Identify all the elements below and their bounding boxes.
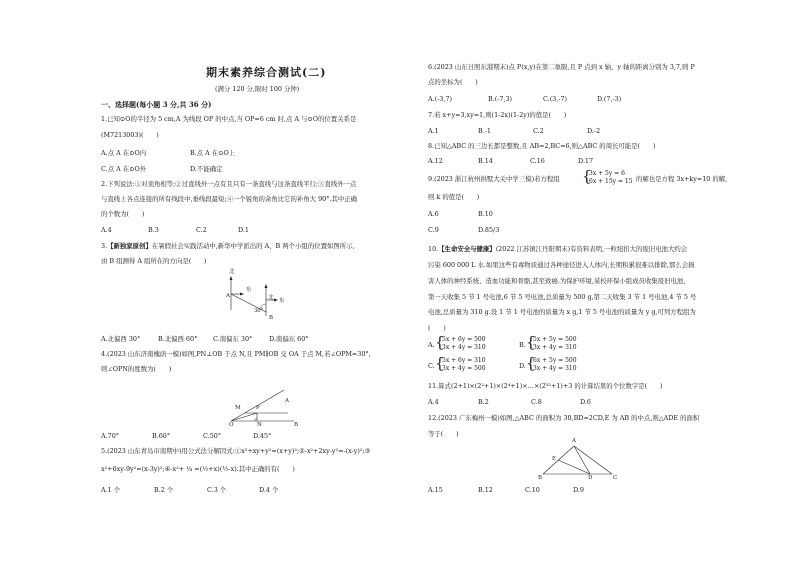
q11-line-1: 11.算式(2+1)×(2²+1)×(2⁴+1)×…×(2³²+1)+3 的计算结果的个位数字是( ) [428, 382, 663, 390]
q4-label-o: O [229, 422, 234, 428]
q6-line-2: 点的坐标为( ) [428, 78, 478, 86]
page-title: 期末素养综合测试(二) [206, 66, 327, 79]
q1-line-1: 1.已知⊙O的半径为 5 cm,A 为线段 OP 的中点,当 OP=6 cm 时,点 A 与⊙O的位置关系是 [101, 115, 357, 123]
q7-option-d[interactable]: D.-2 [587, 127, 601, 135]
q3-text-1: 在暑假社会实践活动中,新华中学派出的 A、B 两个小组的位置如图所示, [151, 242, 355, 250]
q10-option-d-brace: { [526, 354, 536, 372]
q10-option-b-eq-2: 3x + 4y = 310 [533, 344, 577, 351]
q11-option-d[interactable]: D.6 [580, 398, 591, 406]
q10-option-d-label[interactable]: D. [519, 362, 526, 370]
q7-line-1: 7.若 x+y=3,xy=1,则(1-2x)(1-2y)的值是( ) [428, 111, 567, 119]
q2-option-b[interactable]: B.3 [148, 226, 159, 234]
q7-option-a[interactable]: A.1 [428, 127, 439, 135]
q10-option-a-label[interactable]: A. [428, 341, 435, 349]
q1-option-b[interactable]: B.点 A 在⊙O上 [190, 149, 236, 157]
q12-line-2: 等于( ) [428, 430, 459, 438]
q2-option-a[interactable]: A.4 [101, 226, 112, 234]
q1-option-a[interactable]: A.点 A 在⊙O内 [101, 149, 147, 157]
q10-option-d-eq-2: 3x + 4y = 310 [533, 365, 577, 372]
q10-option-b-brace: { [526, 333, 536, 351]
q10-option-a-brace: { [435, 333, 445, 351]
q12-label-e: E [552, 456, 557, 462]
q8-line-1: 8.已知△ABC 的三边长都是整数,且 AB=2,BC=6,则△ABC 的周长可能是( ) [428, 142, 656, 150]
q11-option-c[interactable]: C.8 [531, 398, 542, 406]
q8-option-d[interactable]: D.17 [578, 157, 594, 165]
q3-label-east-2: 东 [279, 298, 285, 304]
q9-eq-1: 3x + 5y = 6 [589, 170, 625, 177]
q5-line-2: x²+6xy-9y²=(x-3y)²;④-x²+ ¼ =(½+x)(½-x).其中正确的有( ) [101, 465, 295, 473]
q9-option-c[interactable]: C.9 [428, 226, 439, 234]
q3-label-north-2: 北 [268, 295, 274, 301]
q10-line-2: 污染 600 000 L 水.如果这些有毒物质通过各种途径进入人体内,长期积累很难以排除,那么会损 [428, 261, 695, 269]
q4-line-1: 4.(2023 山东济南槐荫一模)如图,PN⊥OB 于点 N,且 PM∥OB 交 OA 于点 M,若∠OPM=30°, [101, 350, 371, 358]
q4-label-a: A [285, 398, 289, 404]
q3-label-a: A [226, 293, 230, 299]
q10-line-4: 第一天收集 5 节 1 号电池,6 节 5 号电池,总质量为 500 g,第二天收集 3 节 1 号电池,4 节 5 号 [428, 293, 697, 301]
q8-option-a[interactable]: A.12 [428, 157, 443, 165]
q6-line-1: 6.(2023 山东日照东港期末)点 P(x,y)在第二象限,且 P 点到 x 轴、y 轴的距离分别为 3,7,则 P [428, 63, 695, 71]
q2-option-d[interactable]: D.1 [238, 226, 249, 234]
q3-option-d[interactable]: D.南偏东 60° [269, 335, 309, 343]
section-heading: 一、选择题(每小题 3 分,共 36 分) [101, 100, 212, 109]
page-subtitle: (满分 120 分,限时 100 分钟) [215, 85, 300, 93]
q9-option-b[interactable]: B.10 [478, 210, 493, 218]
q6-option-b[interactable]: B.(-7,3) [488, 95, 513, 103]
q9-line-2: 则 k 的值是( ) [428, 193, 480, 201]
q5-option-b[interactable]: B.2 个 [154, 486, 174, 494]
q12-option-a[interactable]: A.15 [428, 486, 443, 494]
q10-option-c-eq-1: 5x + 6y = 310 [442, 357, 486, 364]
q10-option-c-label[interactable]: C. [428, 362, 435, 370]
q12-label-a: A [572, 438, 576, 444]
q11-option-a[interactable]: A.4 [428, 398, 439, 406]
q10-option-c-brace: { [435, 354, 445, 372]
q4-option-a[interactable]: A.70° [101, 432, 119, 440]
q5-option-a[interactable]: A.1 个 [101, 486, 121, 494]
q6-option-c[interactable]: C.(3,-7) [543, 95, 568, 103]
q10-option-a-eq-2: 3x + 4y = 310 [442, 344, 486, 351]
q3-option-b[interactable]: B.北偏西 60° [158, 335, 198, 343]
q12-label-c: C [613, 475, 618, 481]
q5-line-1: 5.(2023 山东青岛市南期中)用公式法分解因式:①x²+xy+y²=(x+y)²;②-x²+2xy-y²=-(x-y)²;③ [101, 447, 371, 455]
q7-option-c[interactable]: C.2 [533, 127, 544, 135]
q11-option-b[interactable]: B.2 [478, 398, 489, 406]
q5-option-c[interactable]: C.3 个 [207, 486, 227, 494]
q9-head: 9.(2023 浙江杭州拱墅大关中学三模)若方程组 [428, 175, 560, 183]
q3-label-angle: 30° [254, 308, 264, 314]
q10-text-1: (2022 江苏镇江丹阳期末)有资料表明,一粒纽扣大的废旧电池大约会 [495, 245, 688, 253]
q12-label-d: D [588, 475, 593, 481]
q12-option-c[interactable]: C.10 [525, 486, 540, 494]
q9-tail: 的解也是方程 3x+ky=10 的解, [636, 175, 728, 183]
q5-option-d[interactable]: D.4 个 [259, 486, 279, 494]
q8-option-b[interactable]: B.14 [478, 157, 493, 165]
q4-option-c[interactable]: C.50° [203, 432, 222, 440]
q10-option-c-eq-2: 3x + 4y = 500 [442, 365, 486, 372]
q9-brace: { [582, 167, 592, 185]
q9-option-d[interactable]: D.85/3 [478, 226, 500, 234]
q1-option-c[interactable]: C.点 A 在⊙O外 [101, 165, 147, 173]
q1-option-d[interactable]: D.不能确定 [190, 165, 223, 173]
q2-option-c[interactable]: C.2 [196, 226, 207, 234]
q3-label-b: B [269, 315, 274, 321]
q3-tag: 【新独家原创】 [107, 242, 152, 250]
q3-line-1: 3.【新独家原创】在暑假社会实践活动中,新华中学派出的 A、B 两个小组的位置如图所示, [101, 242, 355, 250]
q10-tag: 【生命安全与健康】 [438, 245, 496, 253]
q10-option-b-eq-1: 5x + 5y = 500 [533, 336, 577, 343]
q3-option-a[interactable]: A.北偏西 30° [101, 335, 141, 343]
q4-label-p: P [256, 405, 260, 411]
q12-option-b[interactable]: B.12 [478, 486, 493, 494]
q2-line-3: 的个数为( ) [101, 210, 145, 218]
q3-option-c[interactable]: C.南偏东 30° [213, 335, 253, 343]
q4-label-n: N [257, 422, 262, 428]
q7-option-b[interactable]: B.-1 [478, 127, 491, 135]
q2-line-2: 与直线上各点连接的所有线段中,垂线段最短;④一个锐角的余角比它的补角大 90°.其中正确 [101, 195, 358, 203]
q10-line-1: 10.【生命安全与健康】(2022 江苏镇江丹阳期末)有资料表明,一粒纽扣大的废旧电池大约会 [428, 245, 688, 253]
q10-option-d-eq-1: 6x + 5y = 500 [533, 357, 577, 364]
q12-line-1: 12.(2023 广东梅州一模)如图,△ABC 的面积为 30,BD=2CD,E 为 AB 的中点,则△ADE 的面积 [428, 414, 700, 422]
q4-line-2: 则∠OPN的度数为( ) [101, 365, 172, 373]
q10-line-6: ( ) [428, 324, 446, 332]
q10-option-a-eq-1: 5x + 6y = 500 [442, 336, 486, 343]
q1-line-2: (M7213003)( ) [101, 131, 159, 139]
q6-option-d[interactable]: D.(7,-3) [597, 95, 622, 103]
q12-label-b: B [538, 475, 543, 481]
q3-line-2: 由 B 组测得 A 组所在的方向是( ) [101, 257, 207, 265]
q12-option-d[interactable]: D.9 [573, 486, 584, 494]
q2-line-1: 2.下列说法:①对顶角相等;②过直线外一点有且只有一条直线与这条直线平行;③直线外一点 [101, 180, 357, 188]
q4-option-d[interactable]: D.45° [253, 432, 272, 440]
q9-eq-2: 6x + 15y = 15 [589, 178, 633, 185]
q3-label-north: 北 [229, 269, 235, 275]
q6-option-a[interactable]: A.(-3,7) [428, 95, 452, 103]
q3-label-east: 东 [246, 287, 252, 293]
q10-line-3: 害人体的神经系统、造血功能和骨骼,甚至致癌.为保护环境,某校环保小组成员收集废旧电池, [428, 277, 686, 285]
q4-option-b[interactable]: B.60° [152, 432, 171, 440]
q8-option-c[interactable]: C.16 [530, 157, 545, 165]
q9-option-a[interactable]: A.6 [428, 210, 439, 218]
q4-label-b: B [294, 422, 299, 428]
q10-option-b-label[interactable]: B. [519, 341, 526, 349]
q10-line-5: 电池,总质量为 310 g.设 1 节 1 号电池的质量为 x g,1 节 5 号电池的质量为 y g,可列方程组为 [428, 308, 696, 316]
q4-label-m: M [235, 405, 241, 411]
